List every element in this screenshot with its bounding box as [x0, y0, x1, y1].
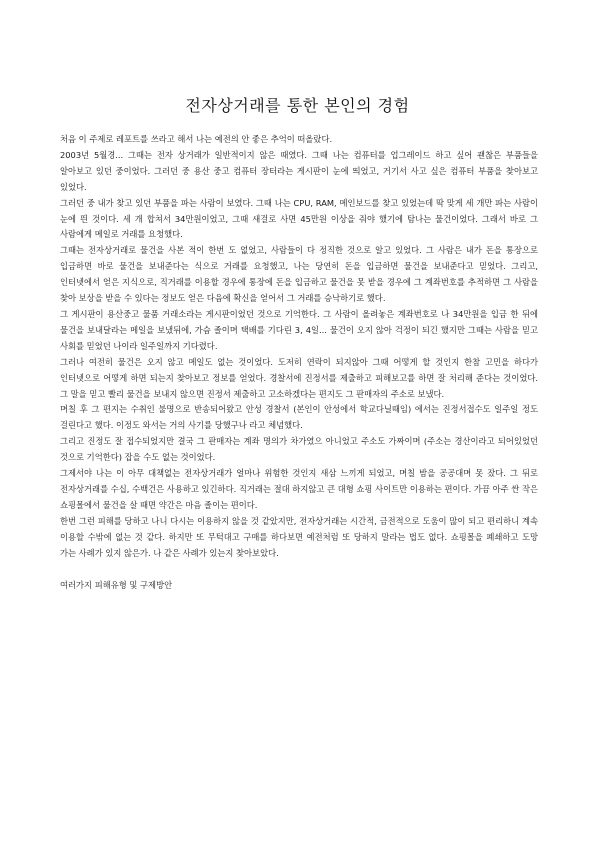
paragraph-seller-found: 그러던 중 내가 찾고 있던 부품을 파는 사람이 보였다. 그때 나는 CPU, RAM, 메인보드를 찾고 있었는데 딱 맞게 세 개만 파는 사람이 눈에 띈 것이다. 세 개 합쳐서 34만원이었고, 그때 새걸로 사면 45만원 이상을 줘야 했기에 탐나는 물건이었다. 그래서 바로 그 사람에게 메일로 거래를 요청했다. [60, 197, 538, 240]
paragraph-intro: 처음 이 주제로 레포트를 쓰라고 해서 나는 예전의 안 좋은 추억이 떠올랐다. [60, 134, 333, 144]
paragraph-returned-letter: 며칠 후 그 편지는 수취인 불명으로 반송되어왔고 안성 경찰서 (본인이 안성에서 학교다닐때임) 에서는 진정서접수도 일주일 정도 걸린다고 했다. 이정도 와서는 거의 사기를 당했구나 라고 체념했다. [60, 404, 538, 431]
paragraph-no-delivery: 그러나 여전히 물건은 오지 않고 메일도 없는 것이었다. 도저히 연락이 되지않아 그때 어떻게 할 것인지 한참 고민을 하다가 인터넷으로 어떻게 하면 되는지 찾아보고 정보를 얻었다. 경찰서에 진정서를 제출하고 피해보고를 하면 잘 처리해 준다는 것이었다. 그 말을 믿고 빨리 물건을 보내지 않으면 진정서 제출하고 고소하겠다는 편지도 그 판매자의 주소로 보냈다. [60, 356, 538, 399]
document-title: 전자상거래를 통한 본인의 경험 [185, 96, 410, 115]
section-spacer [60, 561, 538, 578]
paragraph-fake-account: 그리고 진정도 잘 접수되었지만 결국 그 판매자는 계좌 명의가 차가였으 아니었고 주소도 가짜이며 (주소는 경산이라고 되어있었던 것으로 기억한다) 잡을 수도 없는 것이었다. [60, 436, 538, 463]
paragraph-first-trade: 그때는 전자상거래로 물건을 사본 적이 한번 도 없었고, 사람들이 다 정직한 것으로 알고 있었다. 그 사람은 내가 돈을 통장으로 입금하면 바로 물건을 보내준다는 식으로 거래를 요청했고, 나는 당연히 돈을 입금하면 물건을 보내준다고 믿었다. 그리고, 인터넷에서 얻은 지식으로, 직거래를 이용할 경우에 통장에 돈을 입금하고 물건을 못 받을 경우에 그 계좌번호를 추적하면 그 사람을 찾아 보상을 받을 수 있다는 정보도 얻은 다음에 확신을 얻어서 그 거래를 승낙하기로 했다. [60, 245, 538, 304]
paragraph-payment: 그 게시판이 용산중고 물품 거래소라는 게시판이었던 것으로 기억한다. 그 사람이 올려놓은 계좌번호로 나 34만원을 입금 한 뒤에 물건을 보내달라는 메일을 보냈뒤에, 가슴 졸이며 택배를 기다린 3, 4일... 물건이 오지 않아 걱정이 되긴 했지만 그때는 사람을 믿고 사회를 믿었던 나이라 일주일까지 기다렸다. [60, 308, 538, 351]
paragraph-conclusion: 한번 그런 피해를 당하고 나니 다시는 이용하지 않을 것 같았지만, 전자상거래는 시간적, 금전적으로 도움이 많이 되고 편리하니 계속 이용할 수밖에 없는 것 같다. 하지만 또 무턱대고 구매를 하다보면 예전처럼 또 당하지 말라는 법도 없다. 쇼핑몰을 폐쇄하고 도망 가는 사례가 있지 않은가. 나 같은 사례가 있는지 찾아보았다. [60, 515, 538, 558]
paragraph-realization: 그제서야 나는 이 아무 대책없는 전자상거래가 얼마나 위험한 것인지 새삼 느끼게 되었고, 며칠 밤을 공공대며 못 잤다. 그 뒤로 전자상거래를 수십, 수백건은 사용하고 있긴하다. 직거래는 절대 하지않고 큰 대형 쇼핑 사이트만 이용하는 편이다. 가끔 아주 싼 작은 쇼핑몰에서 물건을 살 때면 약간은 마음 졸이는 편이다. [60, 468, 538, 510]
paragraph-may-2003: 2003년 5월경... 그때는 전자 상거래가 일반적이지 않은 때였다. 그때 나는 컴퓨터를 업그레이드 하고 싶어 괜찮은 부품들을 알아보고 있던 중이었다. 그러던 중 용산 중고 컴퓨터 장터라는 게시판이 눈에 띄었고, 거기서 사고 싶은 컴퓨터 부품을 찾아보고 있었다. [60, 149, 538, 192]
document-body [60, 132, 538, 594]
section-subheading: 여러가지 피해유형 및 구제방안 [60, 580, 173, 591]
